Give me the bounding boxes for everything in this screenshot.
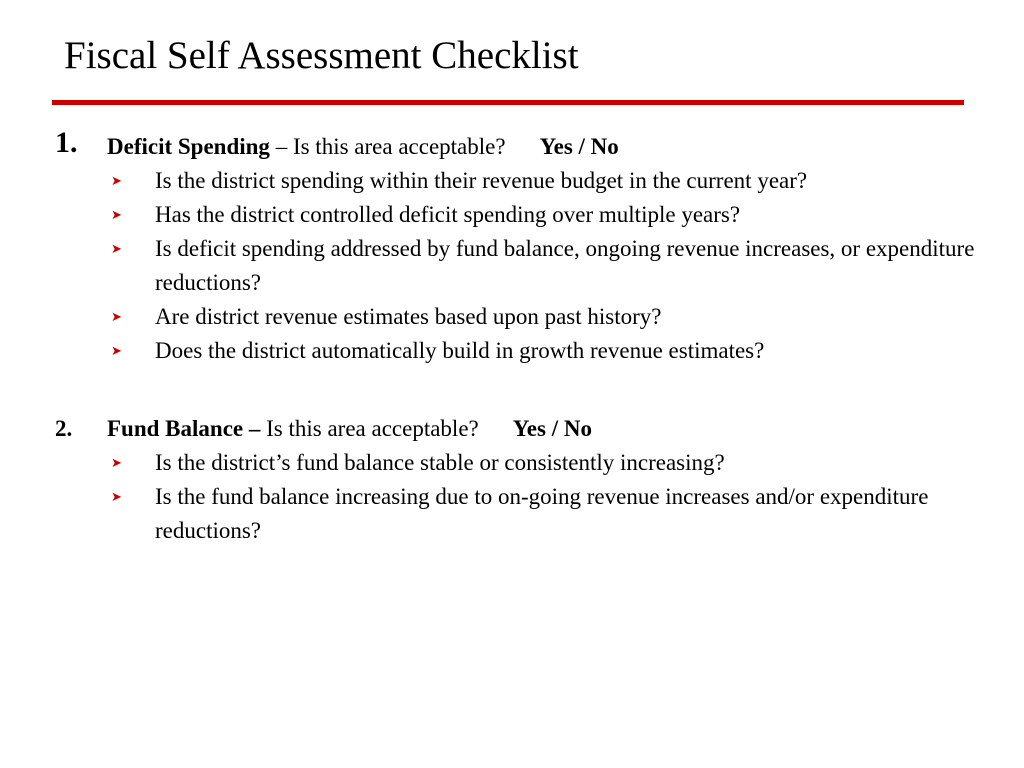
section-title: Fund Balance – [107, 416, 267, 441]
bullet-text: Is deficit spending addressed by fund balance, ongoing revenue increases, or expenditure reductions? [155, 236, 975, 295]
bullet-text: Does the district automatically build in growth revenue estimates? [155, 338, 765, 363]
bullet-text: Has the district controlled deficit spending over multiple years? [155, 202, 741, 227]
bullet-list [0, 164, 1024, 368]
list-item [0, 446, 1024, 480]
list-item [0, 300, 1024, 334]
checklist-section-deficit-spending [0, 126, 1024, 368]
section-heading [0, 412, 1024, 446]
section-question: Is this area acceptable? [292, 134, 506, 159]
bullet-list [0, 446, 1024, 548]
section-title: Deficit Spending [107, 134, 270, 159]
arrowhead-bullet-icon: ➤ [111, 208, 122, 223]
yes-no-answer: Yes / No [539, 134, 619, 159]
section-number: 1. [55, 126, 78, 159]
section-heading [0, 126, 1024, 164]
list-item [0, 232, 1024, 300]
section-heading-text [107, 412, 592, 446]
list-item [0, 198, 1024, 232]
section-separator: – [269, 134, 293, 159]
bullet-text: Is the district’s fund balance stable or consistently increasing? [155, 450, 725, 475]
list-item [0, 334, 1024, 368]
title-divider [52, 100, 964, 105]
list-item [0, 164, 1024, 198]
section-heading-text [107, 130, 619, 164]
bullet-text: Is the fund balance increasing due to on-going revenue increases and/or expenditure reductions? [155, 484, 929, 543]
bullet-text: Are district revenue estimates based upon past history? [155, 304, 662, 329]
arrowhead-bullet-icon: ➤ [111, 456, 122, 471]
arrowhead-bullet-icon: ➤ [111, 490, 122, 505]
yes-no-answer: Yes / No [512, 416, 592, 441]
arrowhead-bullet-icon: ➤ [111, 242, 122, 257]
bullet-text: Is the district spending within their revenue budget in the current year? [155, 168, 808, 193]
arrowhead-bullet-icon: ➤ [111, 174, 122, 189]
section-number: 2. [55, 416, 73, 441]
arrowhead-bullet-icon: ➤ [111, 310, 122, 325]
section-question: Is this area acceptable? [266, 416, 479, 441]
arrowhead-bullet-icon: ➤ [111, 344, 122, 359]
checklist-section-fund-balance [0, 412, 1024, 548]
list-item [0, 480, 1024, 548]
page-title: Fiscal Self Assessment Checklist [64, 34, 579, 77]
